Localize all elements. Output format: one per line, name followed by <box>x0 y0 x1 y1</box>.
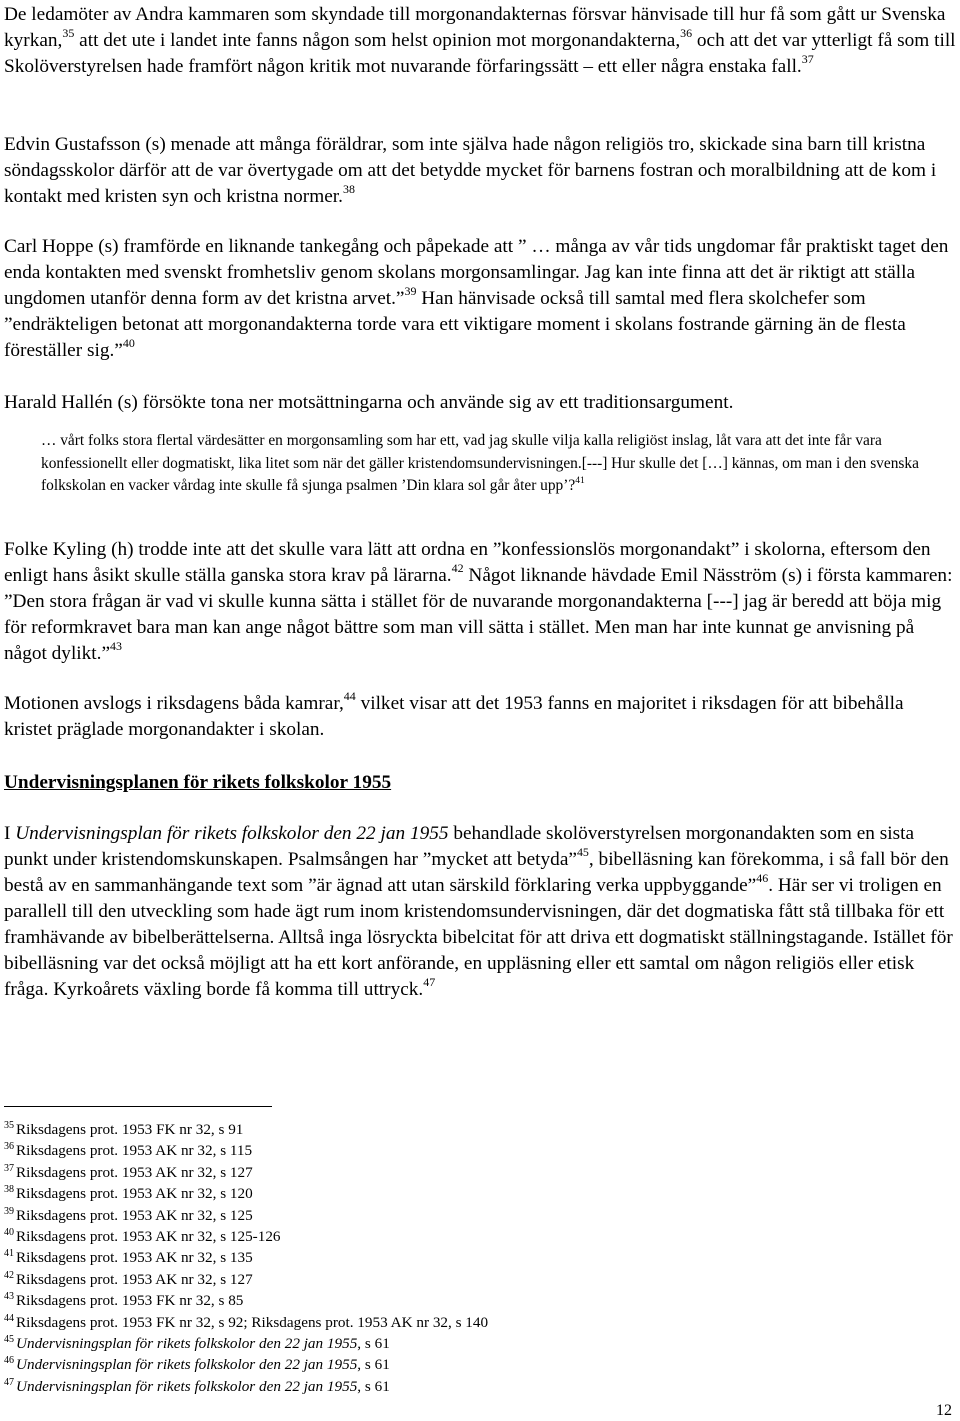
paragraph-text: Folke Kyling (h) trodde inte att det skulle vara lätt att ordna en ”konfessionslös morgonandakt” i skolorna, eftersom den enligt hans åsikt skulle ställa ganska stora krav på lärarna. <box>4 539 931 586</box>
footnote-item <box>4 1269 804 1290</box>
footnote-item <box>4 1226 804 1247</box>
footnote-separator <box>4 1106 272 1107</box>
block-quote <box>41 430 931 498</box>
paragraph-text: och att det var ytterligt få som till Skolöverstyrelsen hade framfört någon kritik mot nuvarande förfaringssätt – ett eller några enstaka fall. <box>4 30 956 77</box>
footnote-item <box>4 1247 804 1268</box>
footnote-ref: 43 <box>110 639 122 654</box>
footnote-number: 41 <box>4 1248 15 1260</box>
section-heading: Undervisningsplanen för rikets folkskolor 1955 <box>4 772 392 793</box>
footnote-text: Riksdagens prot. 1953 FK nr 32, s 85 <box>16 1292 244 1310</box>
footnote-number: 47 <box>4 1376 15 1388</box>
footnote-number: 40 <box>4 1227 15 1239</box>
paragraph-text: att det ute i landet inte fanns någon som helst opinion mot morgonandakterna, <box>74 30 681 51</box>
footnote-ref: 40 <box>122 336 135 351</box>
paragraph-folke-kyling <box>4 537 956 667</box>
footnote-number: 37 <box>4 1162 15 1174</box>
footnote-number: 39 <box>4 1205 15 1217</box>
paragraph-text: Han hänvisade också till samtal med flera skolchefer som ”endräkteligen betonat att morgonandakterna torde vara ett viktigare moment i skolans fostrande gärning än de flesta föreställer sig.” <box>4 288 906 361</box>
footnote-italic: Undervisningsplan för rikets folkskolor den 22 jan 1955 <box>16 1377 358 1395</box>
footnote-number: 46 <box>4 1355 15 1367</box>
footnote-item <box>4 1183 804 1204</box>
paragraph-text: . Här ser vi troligen en parallell till den utveckling som hade ägt rum inom kristendomsundervisningen, där det dogmatiska fått stå tillbaka för ett framhävande av bibelberättelserna. Alltså inga lösryckta bibelcitat för att driva ett dogmatiskt ställningstagande. Istället för bibelläsning var det också möjligt att ha ett kort anförande, en uppläsning eller ett samtal om någon religiös eller etisk fråga. Kyrkoårets växling borde få komma till uttryck. <box>4 875 953 1000</box>
paragraph-carl-hoppe <box>4 234 956 364</box>
footnote-item <box>4 1162 804 1183</box>
paragraph-text: Harald Hallén (s) försökte tona ner motsättningarna och använde sig av ett traditionsargument. <box>4 392 734 413</box>
footnote-ref: 42 <box>451 561 464 576</box>
footnote-text: Riksdagens prot. 1953 AK nr 32, s 125 <box>16 1206 253 1224</box>
footnote-item <box>4 1333 804 1354</box>
page-number: 12 <box>936 1402 952 1419</box>
paragraph-text: De ledamöter av Andra kammaren som skyndade till morgonandakternas försvar hänvisade till hur få som gått ur Svenska kyrkan, <box>4 4 946 51</box>
footnote-number: 36 <box>4 1141 15 1153</box>
footnote-italic: Undervisningsplan för rikets folkskolor den 22 jan 1955 <box>16 1356 358 1374</box>
paragraph-text: Något liknande hävdade Emil Näsström (s) i första kammaren: ”Den stora frågan är vad vi skulle kunna sätta i stället för de nuvarande morgonandakterna [---] jag är beredd att böja mig för reformkravet bara man kan ange något bättre som man vill sätta i stället. Men man har inte kunnat ge anvisning på något dylikt.” <box>4 565 953 664</box>
italic-title: Undervisningsplan för rikets folkskolor den 22 jan 1955 <box>15 823 449 844</box>
footnote-item <box>4 1312 804 1333</box>
footnote-text: Riksdagens prot. 1953 FK nr 32, s 92; Riksdagens prot. 1953 AK nr 32, s 140 <box>16 1313 489 1331</box>
footnote-number: 38 <box>4 1184 15 1196</box>
footnote-ref: 46 <box>756 871 769 886</box>
footnote-ref: 38 <box>342 182 355 197</box>
footnote-item <box>4 1354 804 1375</box>
footnote-text: Riksdagens prot. 1953 AK nr 32, s 115 <box>16 1142 253 1160</box>
footnote-ref: 47 <box>423 975 436 990</box>
footnote-ref: 37 <box>801 52 814 67</box>
footnote-text: Riksdagens prot. 1953 AK nr 32, s 120 <box>16 1185 253 1203</box>
footnote-number: 43 <box>4 1291 15 1303</box>
paragraph-text: Motionen avslogs i riksdagens båda kamrar, <box>4 693 344 714</box>
paragraph-text: Edvin Gustafsson (s) menade att många föräldrar, som inte själva hade någon religiös tro, skickade sina barn till kristna söndagsskolor därför att de var övertygade om att det betydde mycket för barnens fostran och moralbildning att de kom i kontakt med kristen syn och kristna normer. <box>4 134 937 207</box>
footnote-ref: 41 <box>575 474 585 486</box>
footnote-ref: 35 <box>62 26 75 41</box>
footnote-text: , s 61 <box>357 1377 390 1395</box>
footnote-text: Riksdagens prot. 1953 AK nr 32, s 135 <box>16 1249 253 1267</box>
paragraph-motion-rejected <box>4 691 956 743</box>
footnote-text: Riksdagens prot. 1953 AK nr 32, s 127 <box>16 1270 253 1288</box>
paragraph-text: behandlade skolöverstyrelsen morgonandakten som en sista punkt under kristendomskunskapen. Psalmsången har ”mycket att betyda” <box>4 823 915 870</box>
footnote-number: 42 <box>4 1269 15 1281</box>
paragraph-morning-devotions-defense <box>4 2 956 80</box>
paragraph-curriculum-1955 <box>4 821 956 1003</box>
footnote-text: Riksdagens prot. 1953 AK nr 32, s 127 <box>16 1163 253 1181</box>
footnotes-list <box>4 1119 804 1397</box>
paragraph-harald-hallen <box>4 390 956 416</box>
paragraph-edvin-gustafsson <box>4 132 956 210</box>
footnote-item <box>4 1290 804 1311</box>
footnote-item <box>4 1376 804 1397</box>
footnote-ref: 45 <box>576 845 589 860</box>
footnote-number: 45 <box>4 1334 15 1346</box>
footnote-text: Riksdagens prot. 1953 FK nr 32, s 91 <box>16 1121 244 1138</box>
paragraph-text: vilket visar att det 1953 fanns en majoritet i riksdagen för att bibehålla kristet präglade morgonandakter i skolan. <box>4 693 904 740</box>
quote-text: … vårt folks stora flertal värdesätter en morgonsamling som har ett, vad jag skulle vilja kalla religiöst inslag, låt vara att det inte får vara konfessionellt eller dogmatiskt, lika litet som när det gäller kristendomsundervisningen.[---] Hur skulle det […] kännas, om man i den svenska folkskolan en vacker vårdag inte skulle få sjunga psalmen ’Din klara sol går åter upp’? <box>41 432 919 494</box>
footnote-item <box>4 1205 804 1226</box>
footnote-number: 35 <box>4 1119 15 1131</box>
footnote-text: , s 61 <box>357 1356 390 1374</box>
footnote-ref: 44 <box>343 689 356 704</box>
footnote-item <box>4 1140 804 1161</box>
footnote-item <box>4 1119 804 1140</box>
footnote-number: 44 <box>4 1312 15 1324</box>
footnote-text: , s 61 <box>357 1335 390 1353</box>
footnote-text: Riksdagens prot. 1953 AK nr 32, s 125-126 <box>16 1228 281 1246</box>
footnote-ref: 36 <box>680 26 693 41</box>
paragraph-text: Carl Hoppe (s) framförde en liknande tankegång och påpekade att ” … många av vår tids ungdomar får praktiskt taget den enda kontakten med svenskt fromhetsliv genom skolans morgonsamlingar. Jag kan inte finna att det är riktigt att ställa ungdomen utanför denna form av det kristna arvet.” <box>4 236 949 309</box>
paragraph-text: I <box>4 823 16 844</box>
paragraph-text: , bibelläsning kan förekomma, i så fall bör den bestå av en sammanhängande text som ”är ägnad att utan särskild förklaring verka uppbyggande” <box>4 849 949 896</box>
footnote-italic: Undervisningsplan för rikets folkskolor den 22 jan 1955 <box>16 1335 358 1353</box>
footnote-ref: 39 <box>404 284 417 299</box>
